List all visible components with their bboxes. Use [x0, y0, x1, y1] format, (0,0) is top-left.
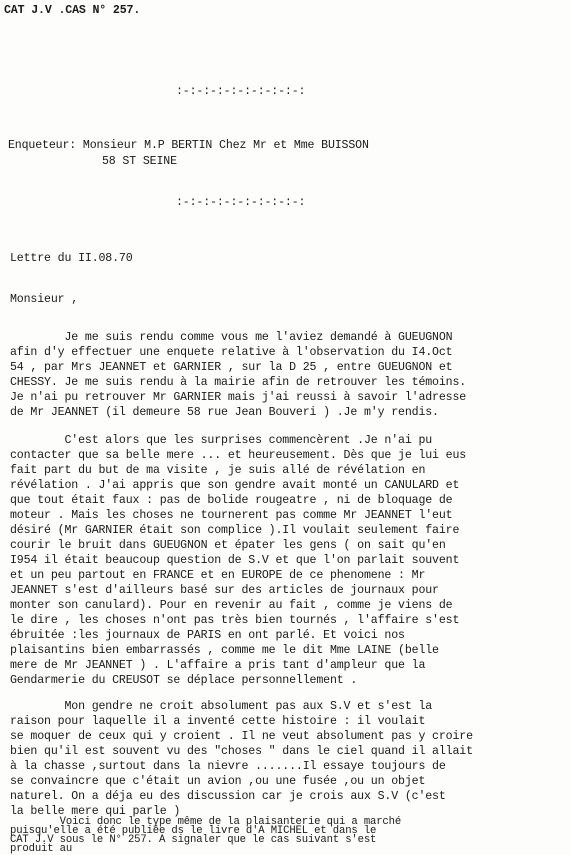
paragraph-line: la belle mere qui parle ) — [10, 805, 181, 818]
paragraph-line: à la chasse ,surtout dans la nievre .......Il essaye toujours de — [10, 760, 446, 773]
paragraph-line: Mon gendre ne croit absolument pas aux S.V et s'est la — [10, 700, 433, 713]
paragraph-line: raison pour laquelle il a inventé cette histoire : il voulait — [10, 715, 426, 728]
paragraph-line: C'est alors que les surprises commencèrent .Je n'ai pu — [10, 434, 433, 447]
paragraph-line: révélation . J'ai appris que son gendre avait monté un CANULARD et — [10, 479, 460, 492]
paragraph-line: bien qu'il est souvent vu des "choses " dans le ciel quand il allait — [10, 745, 473, 758]
salutation: Monsieur , — [10, 293, 79, 306]
paragraph-line: CAT J.V sous le N° 257. A signaler que le cas suivant s'est — [10, 834, 377, 846]
investigator-address: 58 ST SEINE — [102, 155, 177, 168]
paragraph-line: se moquer de ceux qui y croient . Il ne veut absolument pas y croire — [10, 730, 473, 743]
paragraph-line: afin d'y effectuer une enquete relative à l'observation du I4.Oct — [10, 346, 453, 359]
paragraph-line: courir le bruit dans GUEUGNON et épater les gens ( on sait qu'en — [10, 539, 446, 552]
paragraph-line: Je n'ai pu retrouver Mr GARNIER mais j'ai reussi à savoir l'adresse — [10, 391, 467, 404]
paragraph-line: Je me suis rendu comme vous me l'aviez demandé à GUEUGNON — [10, 331, 453, 344]
paragraph-line: Gendarmerie du CREUSOT se déplace personnellement . — [10, 674, 358, 687]
paragraph-line: JEANNET s'est d'ailleurs basé sur des articles de journaux pour — [10, 584, 439, 597]
paragraph-line: et un peu partout en FRANCE et en EUROPE de ce phenomene : Mr — [10, 569, 426, 582]
paragraph-line: monter son canulard). Pour en revenir au fait , comme je viens de — [10, 599, 453, 612]
paragraph-line: fait part du but de ma visite , je suis allé de révélation en — [10, 464, 426, 477]
paragraph-line: contacter que sa belle mere ... et heureusement. Dès que je lui eus — [10, 449, 467, 462]
paragraph-line: 54 , par Mrs JEANNET et GARNIER , sur la D 25 , entre GUEUGNON et — [10, 361, 453, 374]
separator-line: :-:-:-:-:-:-:-:-:-: — [176, 85, 306, 98]
paragraph-line: que tout était faux : pas de bolide rougeatre , ni de bloquage de — [10, 494, 453, 507]
paragraph-line: Voici donc le type même de la plaisanterie qui a marché — [10, 816, 402, 828]
paragraph-line: naturel. On a déja eu des discussion car je crois aux S.V (c'est — [10, 790, 446, 803]
paragraph-line: le dire , les choses n'ont pas très bien tournés , l'affaire s'est — [10, 614, 460, 627]
case-reference: CAT J.V .CAS N° 257. — [4, 4, 141, 17]
paragraph-line: plaisantins bien embarrassés , comme me le dit Mme LAINE (belle — [10, 644, 439, 657]
paragraph-line: CHESSY. Je me suis rendu à la mairie afin de retrouver les témoins. — [10, 376, 467, 389]
paragraph-line: désiré (Mr GARNIER était son complice ).Il voulait seulement faire — [10, 524, 460, 537]
paragraph-line: moteur . Mais les choses ne tournerent pas comme Mr JEANNET l'eut — [10, 509, 453, 522]
paragraph-line: I954 il était beaucoup question de S.V et que l'on parlait souvent — [10, 554, 460, 567]
paragraph-line: de Mr JEANNET (il demeure 58 rue Jean Bouveri ) .Je m'y rendis. — [10, 406, 439, 419]
paragraph-line: produit au — [10, 843, 73, 855]
paragraph-line: ébruitée :les journaux de PARIS en ont parlé. Et voici nos — [10, 629, 405, 642]
paragraph-line: puisqu'elle a été publiée ds le livre d'A MICHEL et dans le — [10, 825, 377, 837]
investigator-line: Enqueteur: Monsieur M.P BERTIN Chez Mr et Mme BUISSON — [8, 139, 369, 152]
separator-line: :-:-:-:-:-:-:-:-:-: — [176, 196, 306, 209]
letter-date: Lettre du II.08.70 — [10, 252, 133, 265]
paragraph-line: se convaincre que c'était un avion ,ou une fusée ,ou un objet — [10, 775, 426, 788]
paragraph-line: mere de Mr JEANNET ) . L'affaire a pris tant d'ampleur que la — [10, 659, 426, 672]
